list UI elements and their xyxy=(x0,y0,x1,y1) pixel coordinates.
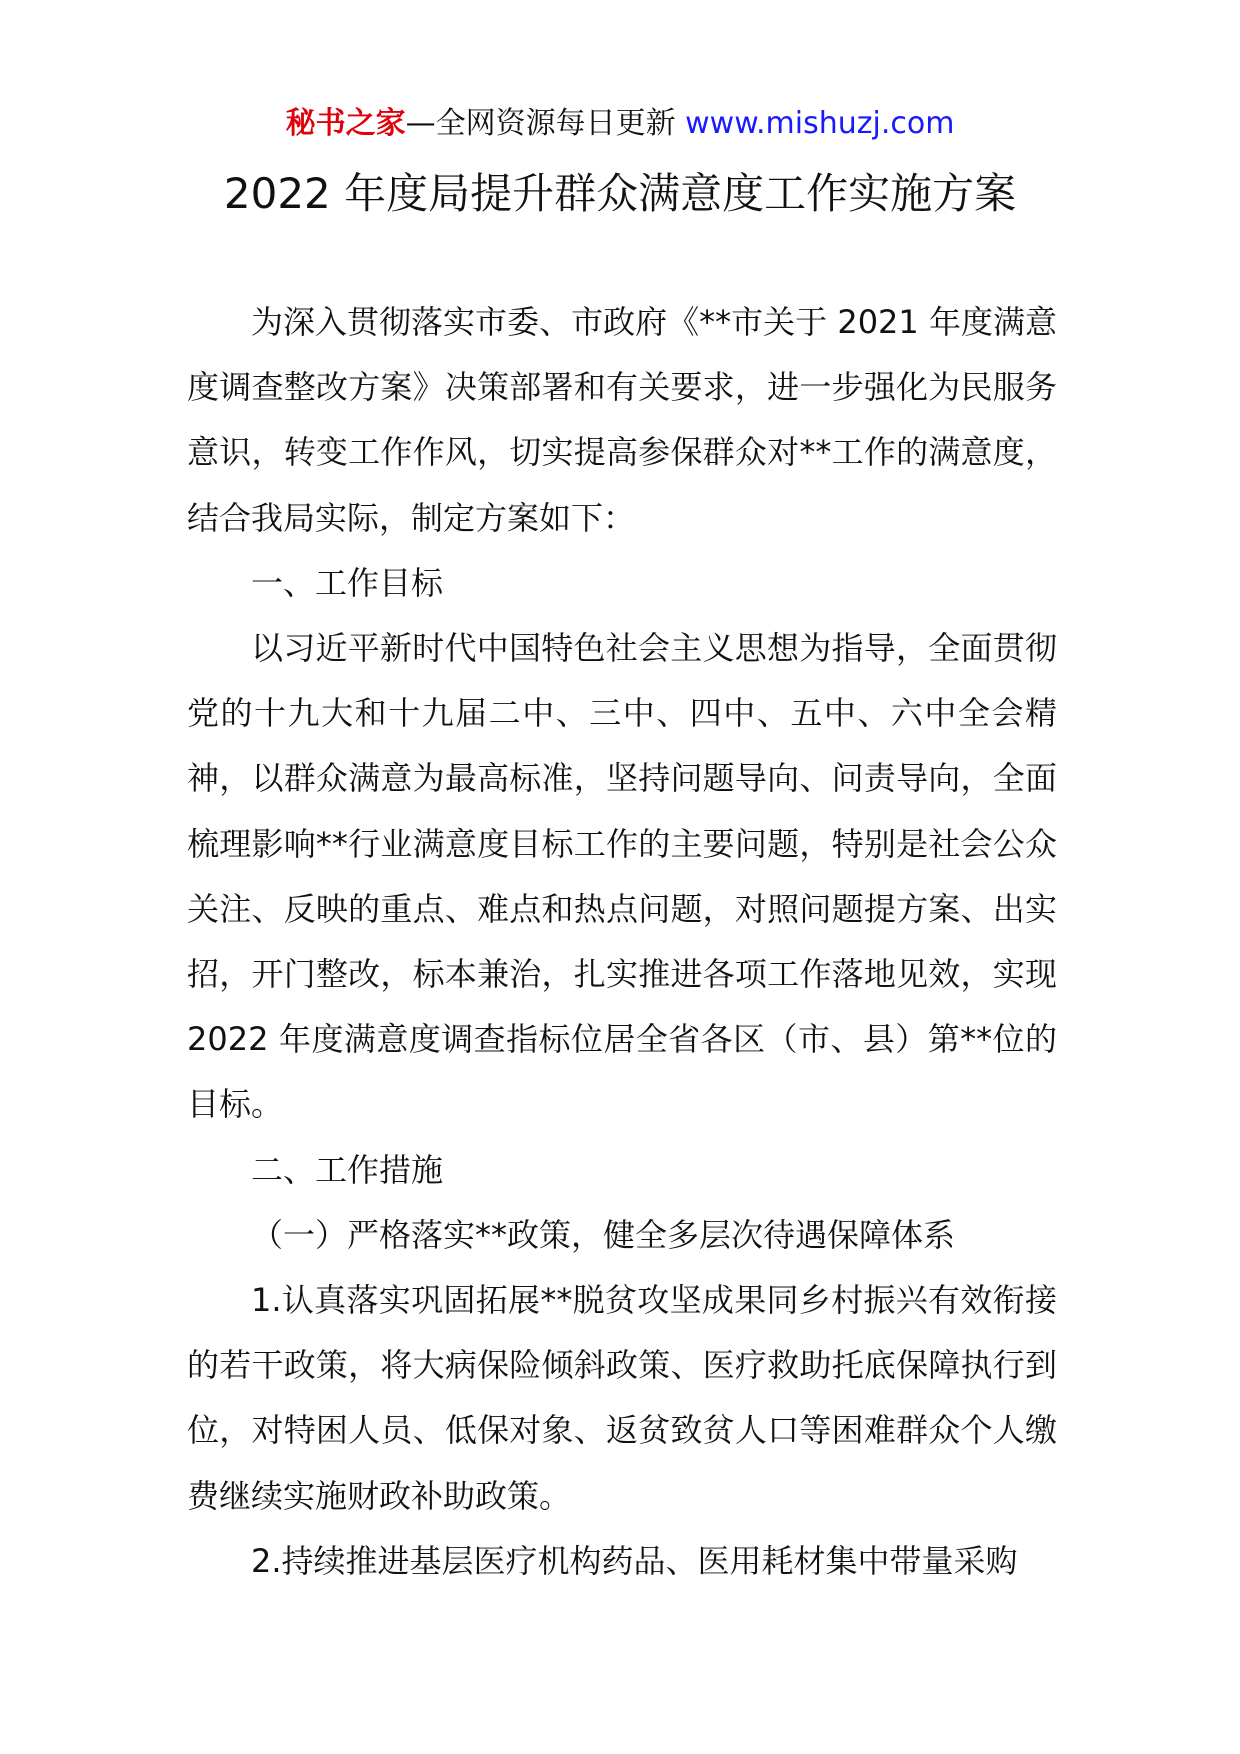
section-heading-goals: 一、工作目标 xyxy=(251,563,444,602)
site-tagline: —全网资源每日更新 xyxy=(405,106,676,141)
intro-paragraph: 为深入贯彻落实市委、市政府《**市关于 2021 年度满意度调查整改方案》决策部署和有关要求，进一步强化为民服务意识，转变工作作风，切实提高参保群众对**工作的满意度，结合我局实际，制定方案如下： xyxy=(187,303,1057,537)
document-title: 2022 年度局提升群众满意度工作实施方案 xyxy=(223,169,1017,218)
document-body xyxy=(187,290,1057,1594)
measure-item-1: 1.认真落实巩固拓展**脱贫攻坚成果同乡村振兴有效衔接的若干政策，将大病保险倾斜政策、医疗救助托底保障执行到位，对特困人员、低保对象、返贫致贫人口等困难群众个人缴费继续实施财政补助政策。 xyxy=(187,1281,1057,1515)
goals-paragraph: 以习近平新时代中国特色社会主义思想为指导，全面贯彻党的十九大和十九届二中、三中、四中、五中、六中全会精神，以群众满意为最高标准，坚持问题导向、问责导向，全面梳理影响**行业满意度目标工作的主要问题，特别是社会公众关注、反映的重点、难点和热点问题，对照问题提方案、出实招，开门整改，标本兼治，扎实推进各项工作落地见效，实现 2022 年度满意度调查指标位居全省各区（市、县）第**位的目标。 xyxy=(187,629,1057,1124)
site-url-link[interactable]: www.mishuzj.com xyxy=(685,106,955,141)
measure-item-2: 2.持续推进基层医疗机构药品、医用耗材集中带量采购 xyxy=(251,1541,1018,1580)
site-header xyxy=(0,100,1240,148)
subsection-heading-1: （一）严格落实**政策，健全多层次待遇保障体系 xyxy=(251,1215,956,1254)
section-heading-measures: 二、工作措施 xyxy=(251,1150,444,1189)
site-brand: 秘书之家 xyxy=(285,106,406,141)
